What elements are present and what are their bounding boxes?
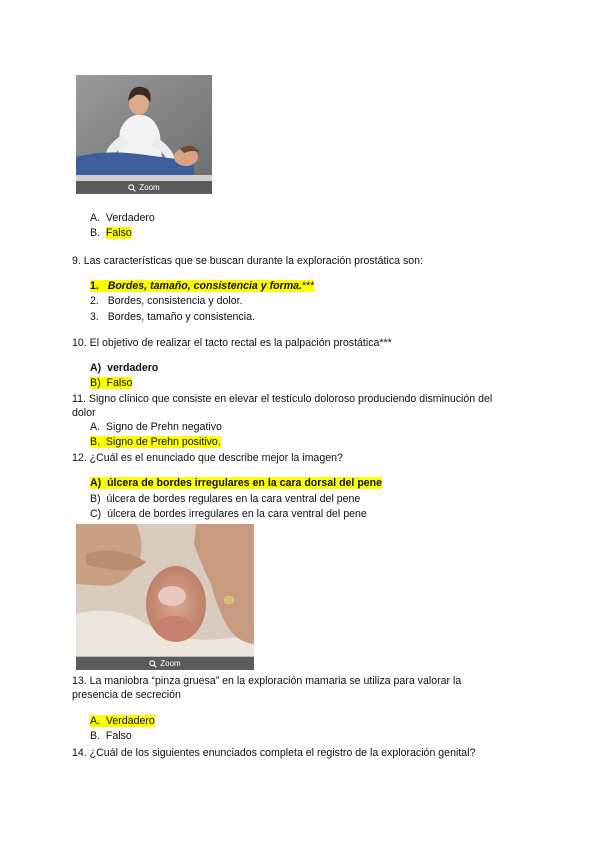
option-marker: 1. [90,280,99,292]
option-marker: A. [90,421,101,433]
option-text: Bordes, consistencia y dolor. [107,295,243,307]
doctor-exam-illustration [76,75,212,181]
option-text-highlighted: Falso [106,377,133,389]
option-13b [90,729,132,743]
question-13: 13. La maniobra “pinza gruesa” en la exploración mamaria se utiliza para valorar la presencia de secreción [72,675,462,701]
clinical-photo [76,524,254,670]
option-text: úlcera de bordes regulares en la cara ventral del pene [106,493,361,505]
option-marker: B. [90,227,101,239]
option-marker: B. [90,730,101,742]
doctor-exam-photo [76,75,212,194]
option-text-highlighted: Bordes, tamaño, consistencia y forma. [107,280,302,292]
option-text-highlighted: Verdadero [105,715,155,727]
clinical-illustration [76,524,254,656]
question-10: 10. El objetivo de realizar el tacto rectal es la palpación prostática*** [72,337,392,349]
option-10b [90,376,132,390]
option-13a [90,714,155,728]
option-text-highlighted: Signo de Prehn positivo. [105,436,221,448]
option-marker: 2. [90,295,99,307]
option-marker: A) [90,362,102,374]
option-9-1 [90,279,314,293]
option-9-2 [90,294,243,308]
zoom-label: Zoom [160,659,181,668]
magnifier-icon [128,184,136,192]
zoom-bar[interactable] [76,181,212,194]
question-9: 9. Las características que se buscan durante la exploración prostática son: [72,255,423,267]
option-text: verdadero [107,362,159,374]
option-8a [90,211,155,225]
option-11b [90,435,221,449]
option-text: Bordes, tamaño y consistencia. [107,311,255,323]
question-11: 11. Signo clínico que consiste en elevar el testículo doloroso produciendo disminución del dolor [72,393,493,419]
option-12c [90,507,367,521]
zoom-bar[interactable] [76,657,254,670]
option-10a [90,361,158,375]
option-marker: B) [90,493,101,505]
option-marker: A) [90,477,102,489]
option-text-highlighted: Falso [105,227,132,239]
option-marker: A. [90,715,101,727]
option-marker: C) [90,508,102,520]
option-marker: B. [90,436,101,448]
magnifier-icon [149,660,157,668]
option-11a [90,420,222,434]
question-12: 12. ¿Cuál es el enunciado que describe mejor la imagen? [72,452,343,464]
option-9-3 [90,310,255,324]
option-text: Signo de Prehn negativo [105,421,222,433]
option-marker: A. [90,212,101,224]
option-12b [90,492,360,506]
option-text-highlighted: úlcera de bordes irregulares en la cara dorsal del pene [107,477,383,489]
option-text: úlcera de bordes irregulares en la cara ventral del pene [107,508,367,520]
answer-marker: *** [301,280,315,292]
option-12a [90,476,382,490]
option-text: Falso [105,730,132,742]
zoom-label: Zoom [139,183,160,192]
option-text: Verdadero [105,212,155,224]
option-marker: B) [90,377,101,389]
question-14: 14. ¿Cuál de los siguientes enunciados completa el registro de la exploración genital? [72,747,476,759]
option-marker: 3. [90,311,99,323]
option-8b [90,226,132,240]
